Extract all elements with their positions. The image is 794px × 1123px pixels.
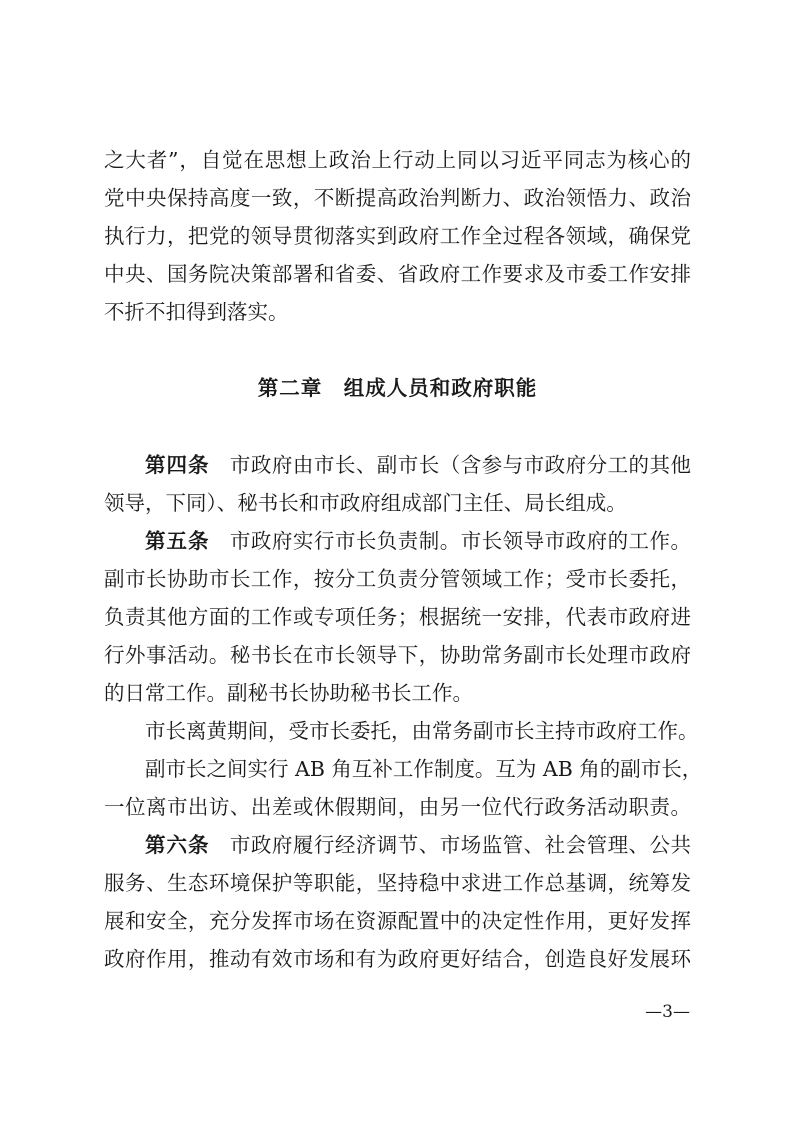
article-4-first-line <box>145 447 691 483</box>
article-5-first-line <box>145 523 691 559</box>
body-text-line: 服务、生态环境保护等职能，坚持稳中求进工作总基调，统筹发 <box>104 871 691 895</box>
body-text-line: 领导，下同）、秘书长和市政府组成部门主任、局长组成。 <box>104 491 627 515</box>
body-text-line: 行外事活动。秘书长在市长领导下，协助常务副市长处理市政府 <box>104 643 691 667</box>
article-label: 第四条 <box>145 453 210 477</box>
body-text-line: 党中央保持高度一致，不断提高政治判断力、政治领悟力、政治 <box>104 186 691 210</box>
body-text-line: 政府作用，推动有效市场和有为政府更好结合，创造良好发展环 <box>104 947 691 971</box>
body-text-line: 副市长协助市长工作，按分工负责分管领域工作；受市长委托， <box>104 567 691 591</box>
article-label: 第五条 <box>145 529 210 553</box>
page-number: —3— <box>645 1002 690 1022</box>
chapter-heading: 第二章 组成人员和政府职能 <box>257 376 538 400</box>
body-text-line: 不折不扣得到落实。 <box>104 300 289 324</box>
body-text-line: 负责其他方面的工作或专项任务；根据统一安排，代表市政府进 <box>104 605 691 629</box>
body-text-line: 之大者”，自觉在思想上政治上行动上同以习近平同志为核心的 <box>104 148 691 172</box>
article-label: 第六条 <box>145 833 210 857</box>
body-text-line: 中央、国务院决策部署和省委、省政府工作要求及市委工作安排 <box>104 262 691 286</box>
article-text: 市政府履行经济调节、市场监管、社会管理、公共 <box>229 833 692 857</box>
body-text-line: 市长离黄期间，受市长委托，由常务副市长主持市政府工作。 <box>145 719 699 743</box>
body-text-line: 的日常工作。副秘书长协助秘书长工作。 <box>104 681 473 705</box>
body-text-line: 一位离市出访、出差或休假期间，由另一位代行政务活动职责。 <box>104 795 691 819</box>
body-text-line: 展和安全，充分发挥市场在资源配置中的决定性作用，更好发挥 <box>104 909 691 933</box>
body-text-line: 副市长之间实行 AB 角互补工作制度。互为 AB 角的副市长， <box>145 757 703 781</box>
body-text-line: 执行力，把党的领导贯彻落实到政府工作全过程各领域，确保党 <box>104 224 691 248</box>
article-text: 市政府实行市长负责制。市长领导市政府的工作。 <box>229 529 692 553</box>
article-text: 市政府由市长、副市长（含参与市政府分工的其他 <box>229 453 692 477</box>
article-6-first-line <box>145 827 691 863</box>
